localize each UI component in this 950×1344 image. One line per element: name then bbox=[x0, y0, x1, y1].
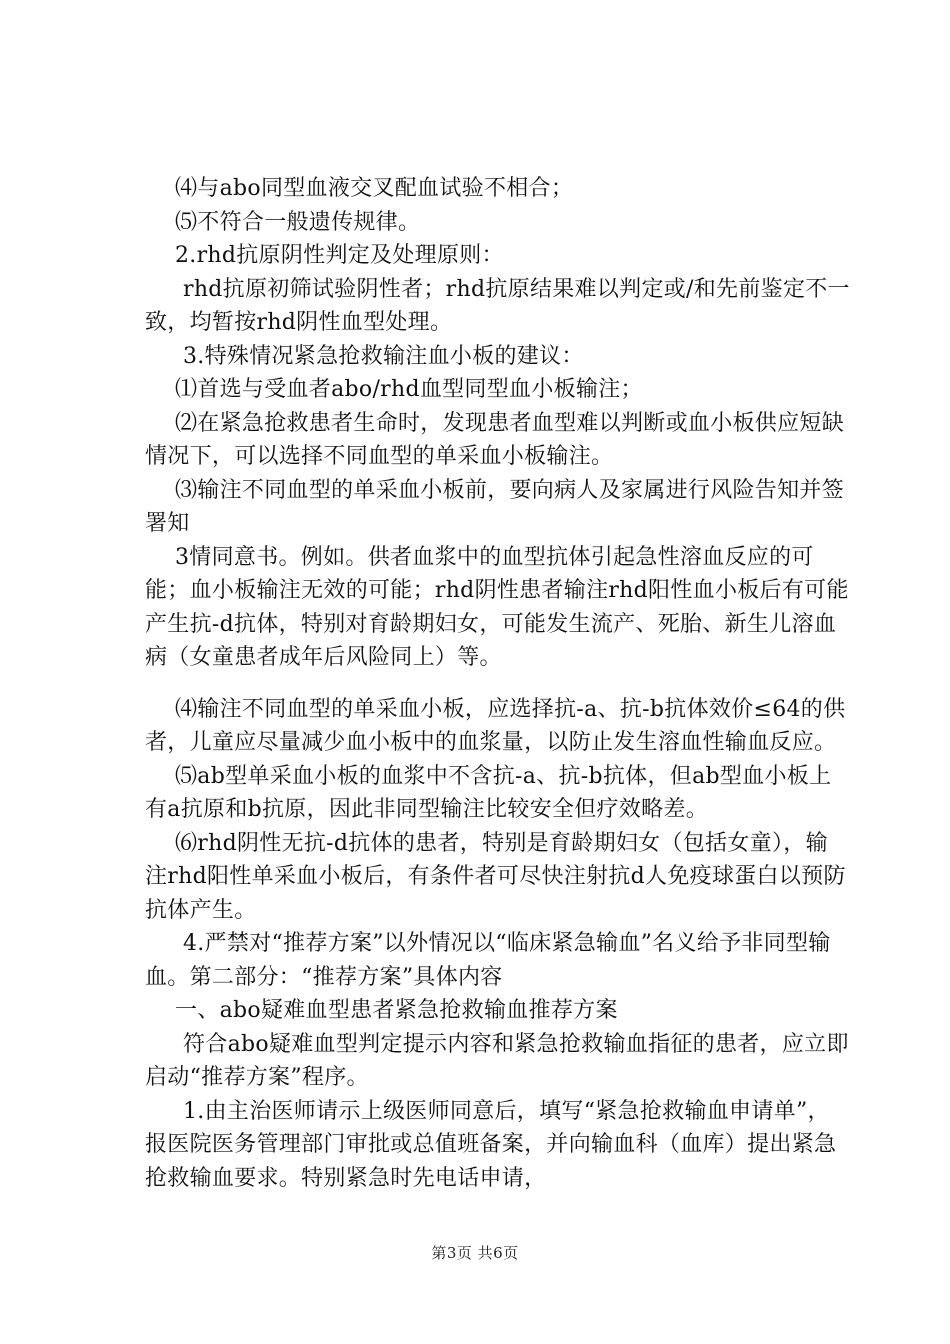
document-body bbox=[145, 172, 850, 1195]
paragraph: 4.严禁对“推荐方案”以外情况以“临床紧急输血”名义给予非同型输血。第二部分：“推荐方案”具体内容 bbox=[145, 931, 831, 990]
paragraph: ⑷与abo同型血液交叉配血试验不相合； bbox=[175, 176, 574, 201]
paragraph: 3.特殊情况紧急抢救输注血小板的建议： bbox=[183, 343, 584, 369]
paragraph: ⑸不符合一般遗传规律。 bbox=[175, 209, 421, 235]
section-heading: 一、abo疑难血型患者紧急抢救输血推荐方案 bbox=[175, 998, 618, 1023]
paragraph: ⑴首选与受血者abo/rhd血型同型血小板输注； bbox=[175, 377, 643, 402]
paragraph: ⑵在紧急抢救患者生命时，发现患者血型难以判断或血小板供应短缺情况下，可以选择不同血型的单采血小板输注。 bbox=[145, 410, 845, 469]
page-footer: 第3页 共6页 bbox=[431, 1244, 519, 1262]
paragraph: 1.由主治医师请示上级医师同意后，填写“紧急抢救输血申请单”，报医院医务管理部门审批或总值班备案，并向输血科（血库）提出紧急抢救输血要求。特别紧急时先电话申请， bbox=[145, 1098, 837, 1191]
paragraph: ⑸ab型单采血小板的血浆中不含抗-a、抗-b抗体，但ab型血小板上有a抗原和b抗原，因此非同型输注比较安全但疗效略差。 bbox=[145, 763, 832, 822]
paragraph: 3情同意书。例如。供者血浆中的血型抗体引起急性溶血反应的可能；血小板输注无效的可能；rhd阴性患者输注rhd阳性血小板后有可能产生抗-d抗体，特别对育龄期妇女，可能发生流产、死胎、新生儿溶血病（女童患者成年后风险同上）等。 bbox=[145, 544, 849, 670]
paragraph: ⑷输注不同血型的单采血小板，应选择抗-a、抗-b抗体效价≤64的供者，儿童应尽量减少血小板中的血浆量，以防止发生溶血性输血反应。 bbox=[145, 696, 846, 755]
paragraph: 2.rhd抗原阴性判定及处理原则： bbox=[175, 243, 504, 268]
paragraph: ⑹rhd阴性无抗-d抗体的患者，特别是育龄期妇女（包括女童），输注rhd阳性单采血小板后，有条件者可尽快注射抗d人免疫球蛋白以预防抗体产生。 bbox=[145, 830, 846, 923]
paragraph: ⑶输注不同血型的单采血小板前，要向病人及家属进行风险告知并签署知 bbox=[145, 477, 845, 536]
paragraph: rhd抗原初筛试验阴性者；rhd抗原结果难以判定或/和先前鉴定不一致，均暂按rhd阴性血型处理。 bbox=[145, 276, 850, 335]
paragraph: 符合abo疑难血型判定提示内容和紧急抢救输血指征的患者，应立即启动“推荐方案”程序。 bbox=[145, 1031, 849, 1090]
